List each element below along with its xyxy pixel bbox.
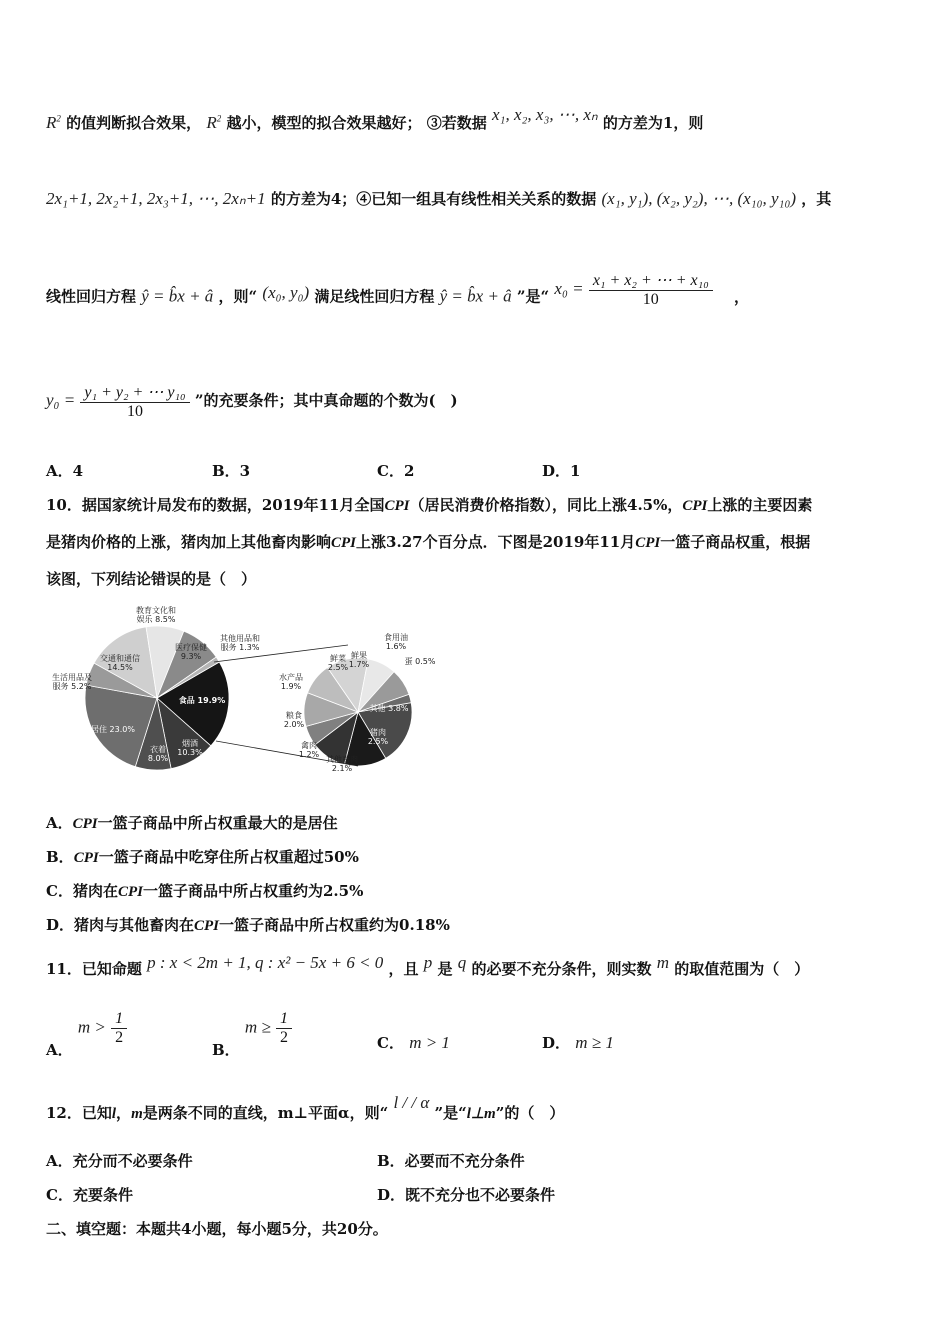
q10-option-a[interactable]: A．CPI一篮子商品中所占权重最大的是居住 [46,814,338,832]
text: ，则“ [218,287,258,306]
text: 的方差为4；④已知一组具有线性相关关系的数据 [270,190,597,208]
cpi: CPI [331,535,357,551]
q11-option-d[interactable]: D． m ≥ 1 [542,1033,614,1052]
text: ③若数据 [426,114,487,132]
l-parallel-alpha: l / / α [393,1093,430,1112]
pie-slice-label: 医疗保健 9.3% [175,643,207,661]
text: 的值判断拟合效果， [66,114,202,132]
q10-line1: 10．据国家统计局发布的数据，2019年11月全国CPI（居民消费价格指数），同比上涨4.5%，CPI上涨的主要因素 [46,496,813,514]
cpi: CPI [635,535,661,551]
regression-equation: ŷ = b̂x + â [141,286,214,306]
text: ”是“ [516,287,550,306]
q12-option-a[interactable]: A．充分而不必要条件 [46,1152,193,1170]
cpi-weight-pie-charts [40,600,460,790]
propositions-p-q: p : x < 2m + 1, q : x² − 5x + 6 < 0 [147,953,384,972]
pie-slice-label: 其他 3.8% [369,704,409,713]
fraction-one-half: $\frac{1}{2}$ [276,1010,292,1047]
x-mean-fraction [589,270,713,309]
text: ， [734,287,750,306]
section-2-heading: 二、填空题：本题共4小题，每小题5分，共20分。 [46,1220,388,1238]
cpi: CPI [682,498,708,514]
pie-slice-label: 鲜菜 2.5% [327,654,349,672]
cpi: CPI [384,498,410,514]
numerator: y₁ + y₂ + ⋯ y₁₀ [80,382,189,403]
q9-option-d[interactable]: D．1 [542,462,581,480]
numerator: x₁ + x₂ + ⋯ + x₁₀ [589,270,713,291]
q10-line2: 是猪肉价格的上涨，猪肉加上其他畜肉影响CPI上涨3.27个百分点．下图是2019年11月CPI一篮子商品权重，根据 [46,533,811,551]
r-squared: $R^2$ [206,113,222,132]
point-x0-y0: (x₀, y₀) [262,282,310,302]
q11-option-b[interactable]: B． m ≥ $\frac{1}{2}$ [212,1010,292,1047]
text: 的方差为1，则 [602,114,704,132]
q12-option-d[interactable]: D．既不充分也不必要条件 [377,1186,556,1204]
q9-line1 [46,105,704,133]
pie-slice-label: 食品 19.9% [178,696,226,705]
q9-option-c[interactable]: C．2 [377,462,415,480]
x0-equals: x₀ = [554,278,584,298]
text: 线性回归方程 [46,287,137,306]
q11-option-c[interactable]: C． m > 1 [377,1033,450,1052]
pie-slice-label: 居住 23.0% [91,725,135,734]
pie-slice-label: 粮食 2.0% [283,711,305,729]
text: ，其 [801,190,832,208]
pie-slice-label: 教育文化和娱乐 8.5% [136,606,176,624]
pie-slice-label: 烟酒 10.3% [177,739,203,757]
y-mean-fraction [80,382,189,421]
q9-line4 [46,382,458,421]
q10-line3: 该图，下列结论错误的是（ ） [46,570,257,588]
q12-stem: 12．已知l，m是两条不同的直线，m⊥平面α，则“ l / / α ”是“l⊥m”的（ ） [46,1093,565,1122]
math-data-set: x₁, x₂, x₃, ⋯, xₙ [492,105,598,124]
pie-slice-label: 食用油 1.6% [384,633,408,651]
q12-option-b[interactable]: B．必要而不充分条件 [377,1152,525,1170]
pie-slice-label: 交通和通信 14.5% [100,654,140,672]
q11-stem: 11．已知命题 p : x < 2m + 1, q : x² − 5x + 6 < 0 ，且 p 是 q 的必要不充分条件，则实数 m 的取值范围为（ ） [46,953,810,978]
fraction-one-half: $\frac{1}{2}$ [111,1010,127,1047]
pie-slice-label: 其他畜肉 2.1% [326,755,358,773]
pie-slice-label: 衣着 8.0% [147,745,169,763]
q9-option-b[interactable]: B．3 [212,462,251,480]
pie-slice-label: 猪肉 2.5% [367,728,389,746]
q10-option-d[interactable]: D．猪肉与其他畜肉在CPI一篮子商品中所占权重约为0.18% [46,916,450,934]
math-transformed-data: 2x₁+1, 2x₂+1, 2x₃+1, ⋯, 2xₙ+1 [46,189,266,208]
q9-option-a[interactable]: A．4 [46,462,84,480]
text: 满足线性回归方程 [314,287,435,306]
r-squared: $R^2$ [46,113,61,132]
pie-slice-label: 禽肉 1.2% [298,741,320,759]
q10-option-b[interactable]: B．CPI一篮子商品中吃穿住所占权重超过50% [46,848,359,866]
q9-line2 [46,188,831,209]
pie-slice-label: 鲜果 1.7% [348,651,370,669]
denominator: 10 [127,403,143,420]
q10-option-c[interactable]: C．猪肉在CPI一篮子商品中所占权重约为2.5% [46,882,364,900]
text: ”的充要条件；其中真命题的个数为( ) [194,391,458,410]
q12-option-c[interactable]: C．充要条件 [46,1186,133,1204]
text: 越小，模型的拟合效果越好； [226,114,422,132]
pie-slice-label: 蛋 0.5% [404,657,436,666]
pie-slice-label: 生活用品及服务 5.2% [52,673,92,691]
q11-option-a[interactable]: A． m > $\frac{1}{2}$ [46,1010,127,1047]
pie-slice-label: 其他用品和服务 1.3% [220,634,260,652]
denominator: 10 [642,291,659,308]
regression-equation: ŷ = b̂x + â [439,286,512,306]
math-paired-data: (x₁, y₁), (x₂, y₂), ⋯, (x₁₀, y₁₀) [601,189,797,208]
q9-line3 [46,272,750,317]
pie-slice-label: 水产品 1.9% [279,673,303,691]
y0-equals: y₀ = [46,390,76,410]
